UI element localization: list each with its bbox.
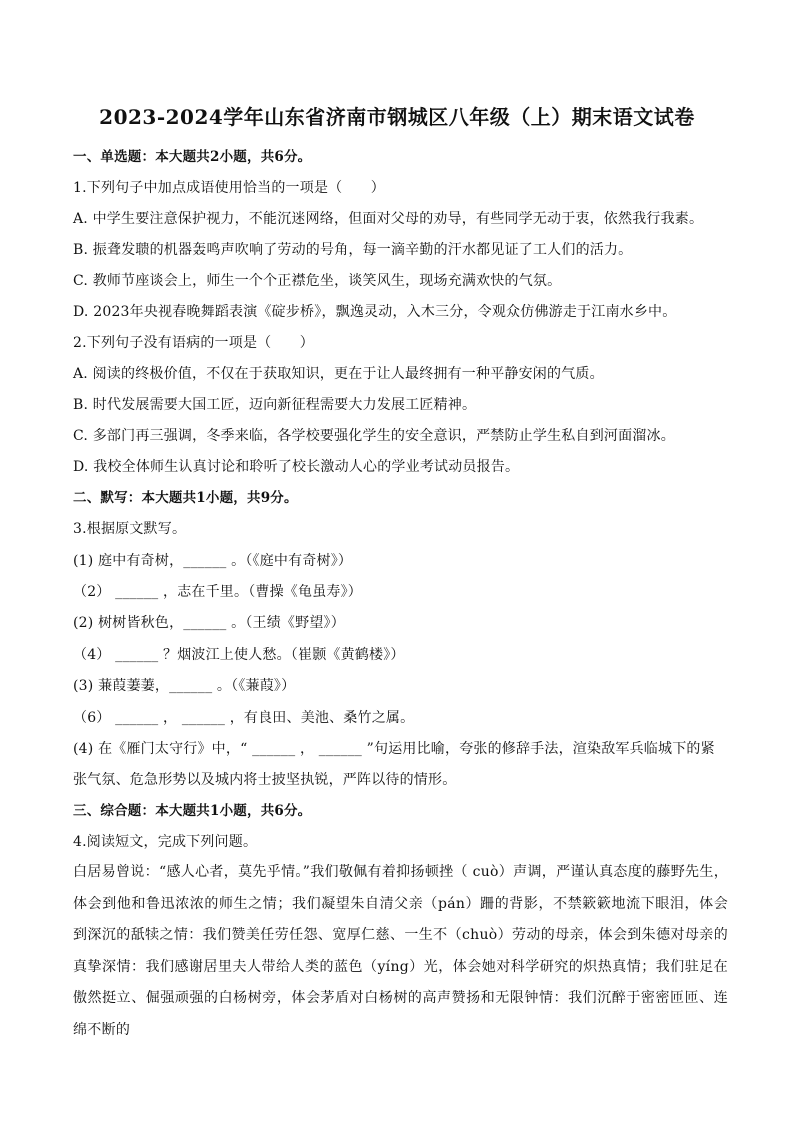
section-heading-single-choice: 一、单选题：本大题共2小题，共6分。 <box>73 149 312 165</box>
question-1-option-a: A. 中学生要注意保护视力，不能沉迷网络，但面对父母的劝导，有些同学无动于衷，依然我行我素。 <box>73 211 704 227</box>
exam-title: 2023-2024学年山东省济南市钢城区八年级（上）期末语文试卷 <box>99 105 695 129</box>
section-heading-comprehensive: 三、综合题：本大题共1小题，共6分。 <box>73 803 312 819</box>
question-1-option-b: B. 振聋发聩的机器轰鸣声吹响了劳动的号角，每一滴辛勤的汗水都见证了工人们的活力。 <box>73 242 633 258</box>
question-4-stem: 4.阅读短文，完成下列问题。 <box>73 834 258 850</box>
question-4-passage: 白居易曾说：“感人心者，莫先乎情。”我们敬佩有着抑扬顿挫（ cuò）声调，严谨认真态度的藤野先生，体会到他和鲁迅浓浓的师生之情；我们凝望朱自清父亲（pán）跚的背影，不禁簌簌地流下眼泪，体会到深沉的舐犊之情：我们赞美任劳任怨、宽厚仁慈、一生不（chuò）劳动的母亲，体会到朱德对母亲的真挚深情：我们感谢居里夫人带给人类的蓝色（yíng）光，体会她对科学研究的炽热真情；我们驻足在傲然挺立、倔强顽强的白杨树旁，体会茅盾对白杨树的高声赞扬和无限钟情：我们沉醉于密密匝匝、连绵不断的 <box>73 864 728 1038</box>
question-2-option-a: A. 阅读的终极价值，不仅在于获取知识，更在于让人最终拥有一种平静安闲的气质。 <box>73 366 604 382</box>
question-2-option-b: B. 时代发展需要大国工匠，迈向新征程需要大力发展工匠精神。 <box>73 397 477 413</box>
question-3-line-7-continued: 张气氛、危急形势以及城内将士披坚执锐，严阵以待的情形。 <box>73 772 457 788</box>
question-3-line-1: (1) 庭中有奇树，______ 。（《庭中有奇树》） <box>73 553 353 569</box>
question-3-stem: 3.根据原文默写。 <box>73 521 187 537</box>
question-3-line-3: (2) 树树皆秋色，______ 。（王绩《野望》） <box>73 615 345 631</box>
section-heading-dictation: 二、默写：本大题共1小题，共9分。 <box>73 490 298 506</box>
question-1-option-d: D. 2023年央视春晚舞蹈表演《碇步桥》，飘逸灵动，入木三分，令观众仿佛游走于江南水乡中。 <box>73 304 677 320</box>
question-2-stem: 2.下列句子没有语病的一项是（ ） <box>73 335 314 351</box>
question-3-line-4: （4） ______ ？烟波江上使人愁。（崔颢《黄鹤楼》） <box>73 647 405 663</box>
question-3-line-7: (4) 在《雁门太守行》中，“ ______ ， ______ ”句运用比喻，夸张的修辞手法，渲染敌军兵临城下的紧 <box>73 741 715 757</box>
question-2-option-c: C. 多部门再三强调，冬季来临，各学校要强化学生的安全意识，严禁防止学生私自到河面溜冰。 <box>73 428 675 444</box>
question-1-option-c: C. 教师节座谈会上，师生一个个正襟危坐，谈笑风生，现场充满欢快的气氛。 <box>73 273 562 289</box>
question-3-line-6: （6） ______ ， ______ ，有良田、美池、桑竹之属。 <box>73 710 415 726</box>
question-1-stem: 1.下列句子中加点成语使用恰当的一项是（ ） <box>73 180 385 196</box>
question-3-line-2: （2） ______ ，志在千里。（曹操《龟虽寿》） <box>73 584 363 600</box>
question-3-line-5: (3) 蒹葭萋萋，______ 。（《蒹葭》） <box>73 678 296 694</box>
question-2-option-d: D. 我校全体师生认真讨论和聆听了校长激动人心的学业考试动员报告。 <box>73 459 520 475</box>
